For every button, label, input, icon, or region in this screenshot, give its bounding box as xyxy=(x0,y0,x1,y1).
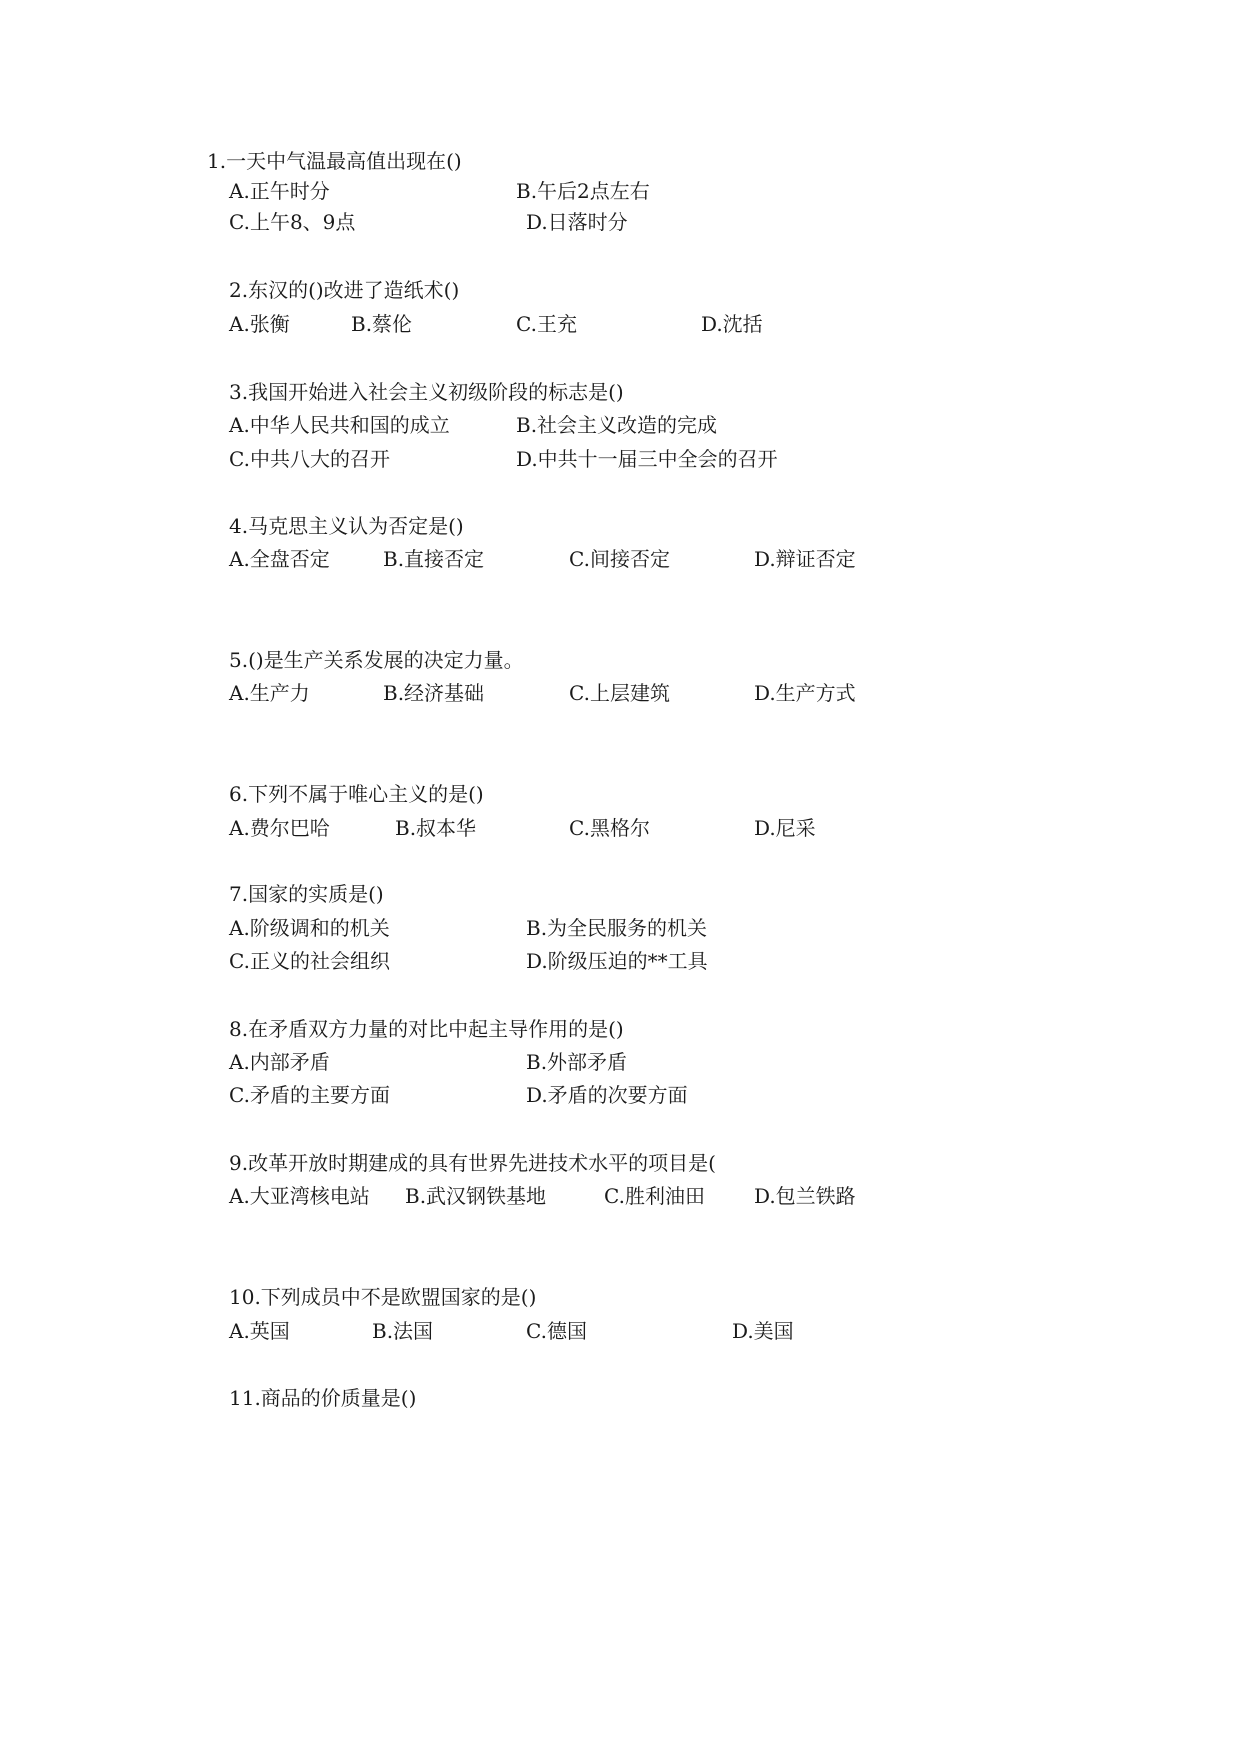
question-8-option-a: A.内部矛盾 xyxy=(229,1050,330,1074)
question-4-stem: 4.马克思主义认为否定是() xyxy=(229,514,464,538)
question-5-option-a: A.生产力 xyxy=(229,681,310,705)
question-11-stem: 11.商品的价质量是() xyxy=(229,1386,417,1410)
question-1-option-c: C.上午8、9点 xyxy=(229,210,356,234)
question-9-option-b: B.武汉钢铁基地 xyxy=(405,1184,547,1208)
question-6-option-d: D.尼采 xyxy=(754,816,816,840)
question-5-option-c: C.上层建筑 xyxy=(569,681,670,705)
question-10-option-b: B.法国 xyxy=(372,1319,434,1343)
question-10-option-a: A.英国 xyxy=(229,1319,290,1343)
question-2-option-a: A.张衡 xyxy=(229,312,290,336)
question-2-option-d: D.沈括 xyxy=(701,312,763,336)
question-3-stem: 3.我国开始进入社会主义初级阶段的标志是() xyxy=(229,380,624,404)
question-4-option-b: B.直接否定 xyxy=(383,547,485,571)
question-4-option-c: C.间接否定 xyxy=(569,547,670,571)
question-5-stem: 5.()是生产关系发展的决定力量。 xyxy=(229,648,524,672)
question-6-option-c: C.黑格尔 xyxy=(569,816,650,840)
question-7-option-c: C.正义的社会组织 xyxy=(229,949,390,973)
question-8-option-b: B.外部矛盾 xyxy=(526,1050,628,1074)
question-6-stem: 6.下列不属于唯心主义的是() xyxy=(229,782,484,806)
question-6-option-b: B.叔本华 xyxy=(395,816,477,840)
question-2-option-c: C.王充 xyxy=(516,312,577,336)
question-3-option-d: D.中共十一届三中全会的召开 xyxy=(516,447,778,471)
question-6-option-a: A.费尔巴哈 xyxy=(229,816,330,840)
question-10-option-d: D.美国 xyxy=(732,1319,794,1343)
question-9-option-d: D.包兰铁路 xyxy=(754,1184,856,1208)
question-1-stem: 1.一天中气温最高值出现在() xyxy=(207,149,462,173)
question-7-option-a: A.阶级调和的机关 xyxy=(229,916,390,940)
question-4-option-d: D.辩证否定 xyxy=(754,547,856,571)
question-7-stem: 7.国家的实质是() xyxy=(229,882,384,906)
question-8-stem: 8.在矛盾双方力量的对比中起主导作用的是() xyxy=(229,1017,624,1041)
question-9-stem: 9.改革开放时期建成的具有世界先进技术水平的项目是( xyxy=(229,1151,716,1175)
question-3-option-c: C.中共八大的召开 xyxy=(229,447,390,471)
question-7-option-b: B.为全民服务的机关 xyxy=(526,916,708,940)
question-5-option-b: B.经济基础 xyxy=(383,681,485,705)
question-1-option-b: B.午后2点左右 xyxy=(516,179,650,203)
question-5-option-d: D.生产方式 xyxy=(754,681,856,705)
question-3-option-b: B.社会主义改造的完成 xyxy=(516,413,718,437)
question-7-option-d: D.阶级压迫的**工具 xyxy=(526,949,708,973)
question-8-option-c: C.矛盾的主要方面 xyxy=(229,1083,390,1107)
question-2-stem: 2.东汉的()改进了造纸术() xyxy=(229,278,460,302)
question-9-option-a: A.大亚湾核电站 xyxy=(229,1184,370,1208)
question-10-stem: 10.下列成员中不是欧盟国家的是() xyxy=(229,1285,537,1309)
question-4-option-a: A.全盘否定 xyxy=(229,547,330,571)
question-2-option-b: B.蔡伦 xyxy=(351,312,413,336)
question-9-option-c: C.胜利油田 xyxy=(604,1184,705,1208)
question-3-option-a: A.中华人民共和国的成立 xyxy=(229,413,450,437)
question-10-option-c: C.德国 xyxy=(526,1319,587,1343)
question-1-option-d: D.日落时分 xyxy=(526,210,628,234)
question-8-option-d: D.矛盾的次要方面 xyxy=(526,1083,688,1107)
question-1-option-a: A.正午时分 xyxy=(229,179,330,203)
